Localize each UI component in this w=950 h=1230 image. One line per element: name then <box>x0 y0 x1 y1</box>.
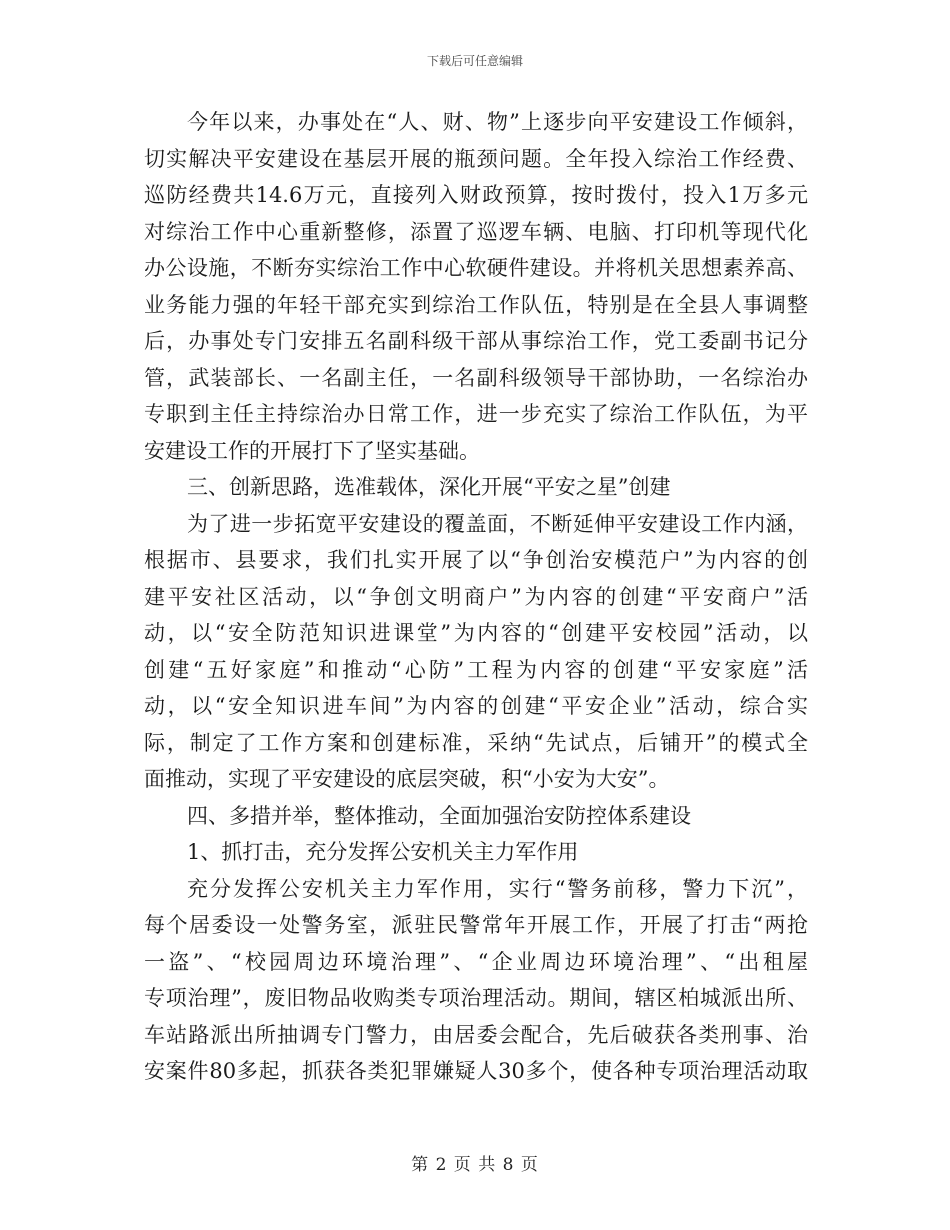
text-line: 专项治理”，废旧物品收购类专项治理活动。期间，辖区柏城派出所、 <box>144 986 808 1010</box>
text-line: 今年以来，办事处在“人、财、物”上逐步向平安建设工作倾斜， <box>187 110 808 134</box>
text-line: 四、多措并举，整体推动，全面加强治安防控体系建设 <box>187 803 691 828</box>
text-line: 业务能力强的年轻干部充实到综治工作队伍，特别是在全县人事调整 <box>144 292 808 317</box>
text-line: 巡防经费共14.6万元，直接列入财政预算，按时拨付，投入1万多元 <box>144 183 808 207</box>
text-line: 办公设施，不断夯实综治工作中心软硬件建设。并将机关思想素养高、 <box>144 256 808 280</box>
document-body <box>144 104 808 1090</box>
text-line: 一盗”、“校园周边环境治理”、“企业周边环境治理”、“出租屋 <box>144 949 808 974</box>
text-line: 三、创新思路，选准载体，深化开展“平安之星”创建 <box>187 475 671 499</box>
text-line: 动，以“安全防范知识进课堂”为内容的“创建平安校园”活动，以 <box>144 621 808 645</box>
text-line: 车站路派出所抽调专门警力，由居委会配合，先后破获各类刑事、治 <box>144 1022 808 1047</box>
text-line: 根据市、县要求，我们扎实开展了以“争创治安模范户”为内容的创 <box>144 548 808 572</box>
text-line: 管，武装部长、一名副主任，一名副科级领导干部协助，一名综治办 <box>144 365 808 390</box>
text-line: 安建设工作的开展打下了坚实基础。 <box>144 438 480 463</box>
page-number: 第 2 页 共 8 页 <box>411 1155 539 1175</box>
text-line: 为了进一步拓宽平安建设的覆盖面，不断延伸平安建设工作内涵， <box>187 511 808 536</box>
page-header: 下载后可任意编辑 <box>426 54 523 68</box>
text-line: 际，制定了工作方案和创建标准，采纳“先试点，后铺开”的模式全 <box>144 730 808 755</box>
text-line: 后，办事处专门安排五名副科级干部从事综治工作，党工委副书记分 <box>144 329 808 353</box>
text-line: 每个居委设一处警务室，派驻民警常年开展工作，开展了打击“两抢 <box>144 913 808 937</box>
text-line: 切实解决平安建设在基层开展的瓶颈问题。全年投入综治工作经费、 <box>144 146 808 171</box>
text-line: 1、抓打击，充分发挥公安机关主力军作用 <box>187 840 579 864</box>
text-line: 动，以“安全知识进车间”为内容的创建“平安企业”活动，综合实 <box>144 694 808 718</box>
text-line: 面推动，实现了平安建设的底层突破，积“小安为大安”。 <box>144 767 670 791</box>
text-line: 对综治工作中心重新整修，添置了巡逻车辆、电脑、打印机等现代化 <box>144 219 808 244</box>
text-line: 充分发挥公安机关主力军作用，实行“警务前移，警力下沉”， <box>187 876 808 901</box>
text-line: 创建“五好家庭”和推动“心防”工程为内容的创建“平安家庭”活 <box>144 657 808 682</box>
text-line: 建平安社区活动，以“争创文明商户”为内容的创建“平安商户”活 <box>144 584 808 609</box>
text-line: 专职到主任主持综治办日常工作，进一步充实了综治工作队伍，为平 <box>144 402 808 426</box>
text-line: 安案件80多起，抓获各类犯罪嫌疑人30多个，使各种专项治理活动取 <box>144 1059 808 1083</box>
